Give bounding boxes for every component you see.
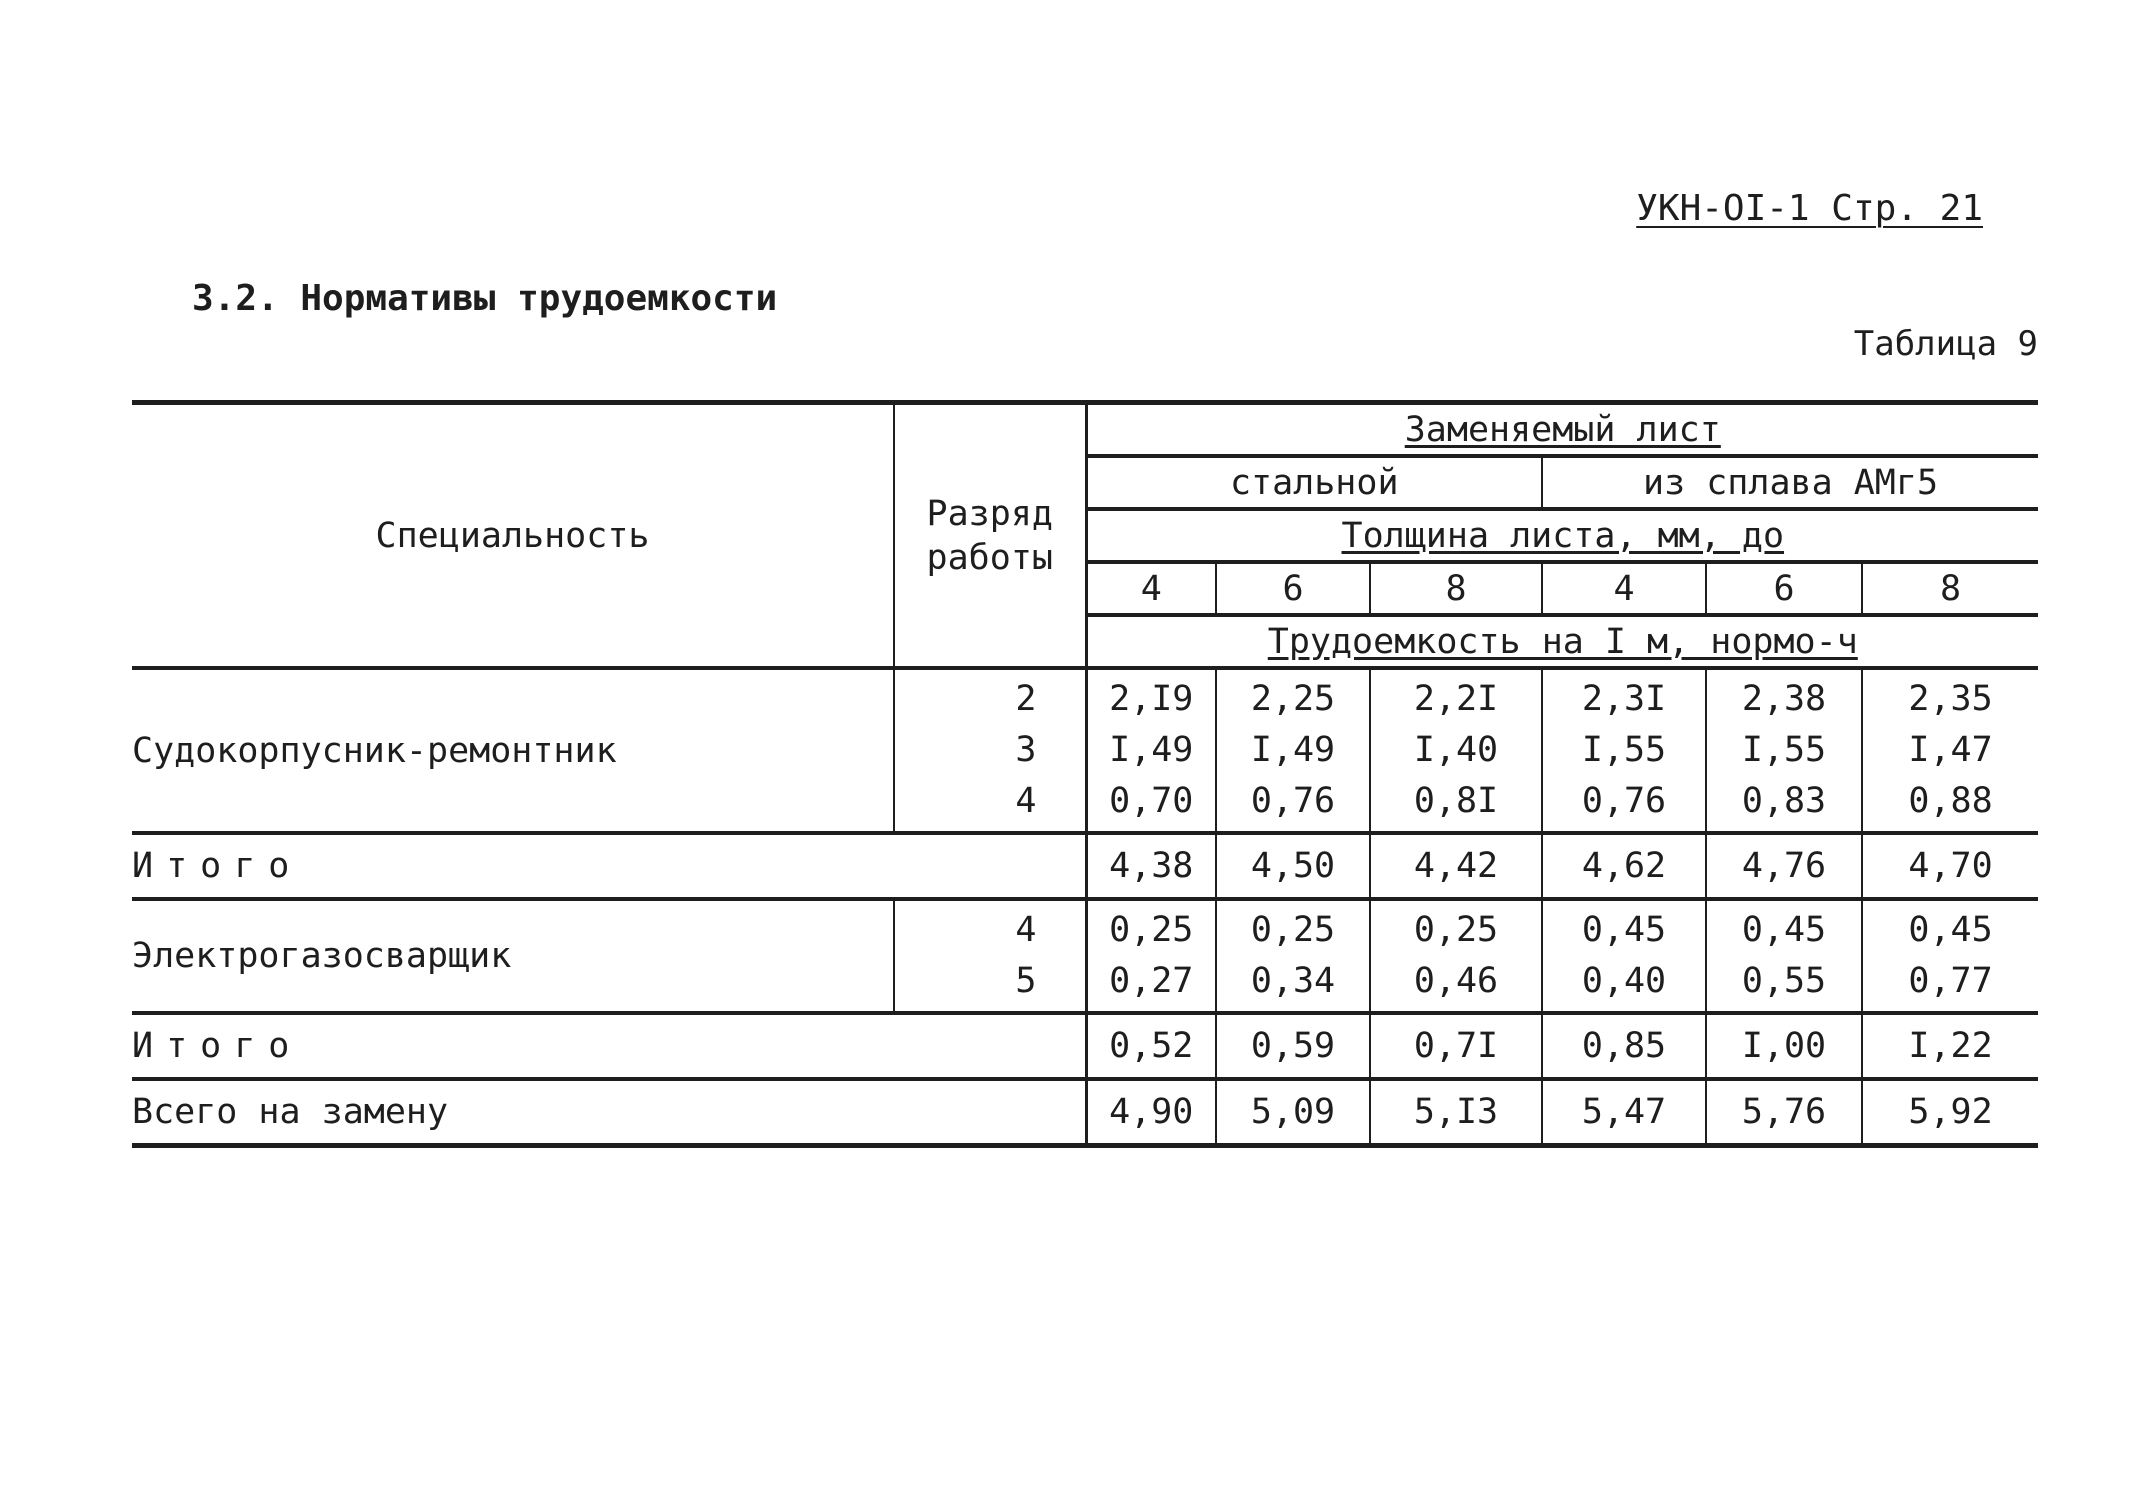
value: I,47 bbox=[1908, 730, 1993, 770]
thickness-value: 8 bbox=[1370, 562, 1542, 615]
subtotal-value: 4,42 bbox=[1370, 833, 1542, 899]
subtotal-value: I,22 bbox=[1862, 1013, 2038, 1079]
grade-value: 4 bbox=[1015, 910, 1037, 950]
value: 0,27 bbox=[1109, 961, 1194, 1001]
value-cell bbox=[1706, 668, 1862, 833]
value-cell bbox=[1542, 899, 1706, 1013]
section-title: 3.2. Нормативы трудоемкости bbox=[192, 278, 778, 319]
grade-list bbox=[894, 668, 1086, 833]
subtotal-label: Итого bbox=[132, 1013, 1086, 1079]
value-cell bbox=[1370, 668, 1542, 833]
value: 2,3I bbox=[1581, 679, 1667, 719]
subtotal-row bbox=[132, 833, 2038, 899]
thickness-value: 6 bbox=[1706, 562, 1862, 615]
value-cell bbox=[1216, 668, 1370, 833]
value: 0,25 bbox=[1109, 910, 1194, 950]
value: I,49 bbox=[1250, 730, 1336, 770]
value: 0,45 bbox=[1581, 910, 1667, 950]
grade-value: 2 bbox=[1015, 679, 1037, 719]
value-cell bbox=[1370, 899, 1542, 1013]
specialty-name: Судокорпусник-ремонтник bbox=[132, 668, 894, 833]
header-grade: Разряд работы bbox=[894, 403, 1086, 669]
subtotal-value: 0,85 bbox=[1542, 1013, 1706, 1079]
value: I,40 bbox=[1413, 730, 1499, 770]
value: 2,2I bbox=[1413, 679, 1499, 719]
grade-value: 5 bbox=[1015, 961, 1037, 1001]
value: 0,55 bbox=[1741, 961, 1827, 1001]
value: I,49 bbox=[1109, 730, 1194, 770]
value: 0,46 bbox=[1413, 961, 1499, 1001]
header-alloy: из сплава АМг5 bbox=[1542, 456, 2038, 509]
header-steel: стальной bbox=[1086, 456, 1542, 509]
value-cell bbox=[1862, 899, 2038, 1013]
table-row bbox=[132, 899, 2038, 1013]
grade-value: 3 bbox=[1015, 730, 1037, 770]
value: 0,88 bbox=[1908, 781, 1993, 821]
page-code: УКН-OI-1 Стр. 21 bbox=[1636, 188, 1983, 229]
thickness-value: 8 bbox=[1862, 562, 2038, 615]
header-labor-label: Трудоемкость на I м, нормо-ч bbox=[1267, 621, 1858, 662]
value-cell bbox=[1862, 668, 2038, 833]
value-cell bbox=[1086, 668, 1216, 833]
header-thickness-label: Толщина листа, мм, до bbox=[1341, 515, 1785, 556]
value-cell bbox=[1542, 668, 1706, 833]
thickness-value: 4 bbox=[1542, 562, 1706, 615]
labor-norms-table bbox=[132, 400, 2038, 1148]
value: 0,8I bbox=[1413, 781, 1499, 821]
subtotal-row bbox=[132, 1013, 2038, 1079]
header-replaced-sheet-label: Заменяемый лист bbox=[1404, 409, 1721, 450]
grand-total-value: 5,76 bbox=[1706, 1079, 1862, 1146]
subtotal-value: 0,52 bbox=[1086, 1013, 1216, 1079]
value: 2,35 bbox=[1908, 679, 1993, 719]
value: 0,40 bbox=[1581, 961, 1667, 1001]
grand-total-row bbox=[132, 1079, 2038, 1146]
value: 0,25 bbox=[1250, 910, 1336, 950]
subtotal-value: 4,38 bbox=[1086, 833, 1216, 899]
grand-total-value: 5,09 bbox=[1216, 1079, 1370, 1146]
table-row bbox=[132, 668, 2038, 833]
subtotal-value: 0,7I bbox=[1370, 1013, 1542, 1079]
value: 0,76 bbox=[1581, 781, 1667, 821]
value: 0,45 bbox=[1908, 910, 1993, 950]
value: 0,77 bbox=[1908, 961, 1993, 1001]
value: I,55 bbox=[1741, 730, 1827, 770]
subtotal-value: 4,76 bbox=[1706, 833, 1862, 899]
value-cell bbox=[1086, 899, 1216, 1013]
subtotal-value: 4,50 bbox=[1216, 833, 1370, 899]
subtotal-value: I,00 bbox=[1706, 1013, 1862, 1079]
grand-total-value: 5,92 bbox=[1862, 1079, 2038, 1146]
thickness-value: 6 bbox=[1216, 562, 1370, 615]
header-thickness bbox=[1086, 509, 2038, 562]
grand-total-value: 5,47 bbox=[1542, 1079, 1706, 1146]
value: 0,45 bbox=[1741, 910, 1827, 950]
value: 2,I9 bbox=[1109, 679, 1194, 719]
grade-value: 4 bbox=[1015, 781, 1037, 821]
thickness-value: 4 bbox=[1086, 562, 1216, 615]
header-labor bbox=[1086, 615, 2038, 668]
grand-total-value: 4,90 bbox=[1086, 1079, 1216, 1146]
grand-total-label: Всего на замену bbox=[132, 1079, 1086, 1146]
subtotal-value: 4,62 bbox=[1542, 833, 1706, 899]
header-replaced-sheet bbox=[1086, 403, 2038, 457]
grade-list bbox=[894, 899, 1086, 1013]
value: 0,25 bbox=[1413, 910, 1499, 950]
value: 2,38 bbox=[1741, 679, 1827, 719]
value: 0,34 bbox=[1250, 961, 1336, 1001]
grand-total-value: 5,I3 bbox=[1370, 1079, 1542, 1146]
header-specialty: Специальность bbox=[132, 403, 894, 669]
value: 0,76 bbox=[1250, 781, 1336, 821]
value-cell bbox=[1216, 899, 1370, 1013]
value: 0,83 bbox=[1741, 781, 1827, 821]
value: I,55 bbox=[1581, 730, 1667, 770]
value-cell bbox=[1706, 899, 1862, 1013]
subtotal-label: Итого bbox=[132, 833, 1086, 899]
subtotal-value: 4,70 bbox=[1862, 833, 2038, 899]
table-caption: Таблица 9 bbox=[1853, 324, 2038, 364]
specialty-name: Электрогазосварщик bbox=[132, 899, 894, 1013]
value: 2,25 bbox=[1250, 679, 1336, 719]
subtotal-value: 0,59 bbox=[1216, 1013, 1370, 1079]
value: 0,70 bbox=[1109, 781, 1194, 821]
